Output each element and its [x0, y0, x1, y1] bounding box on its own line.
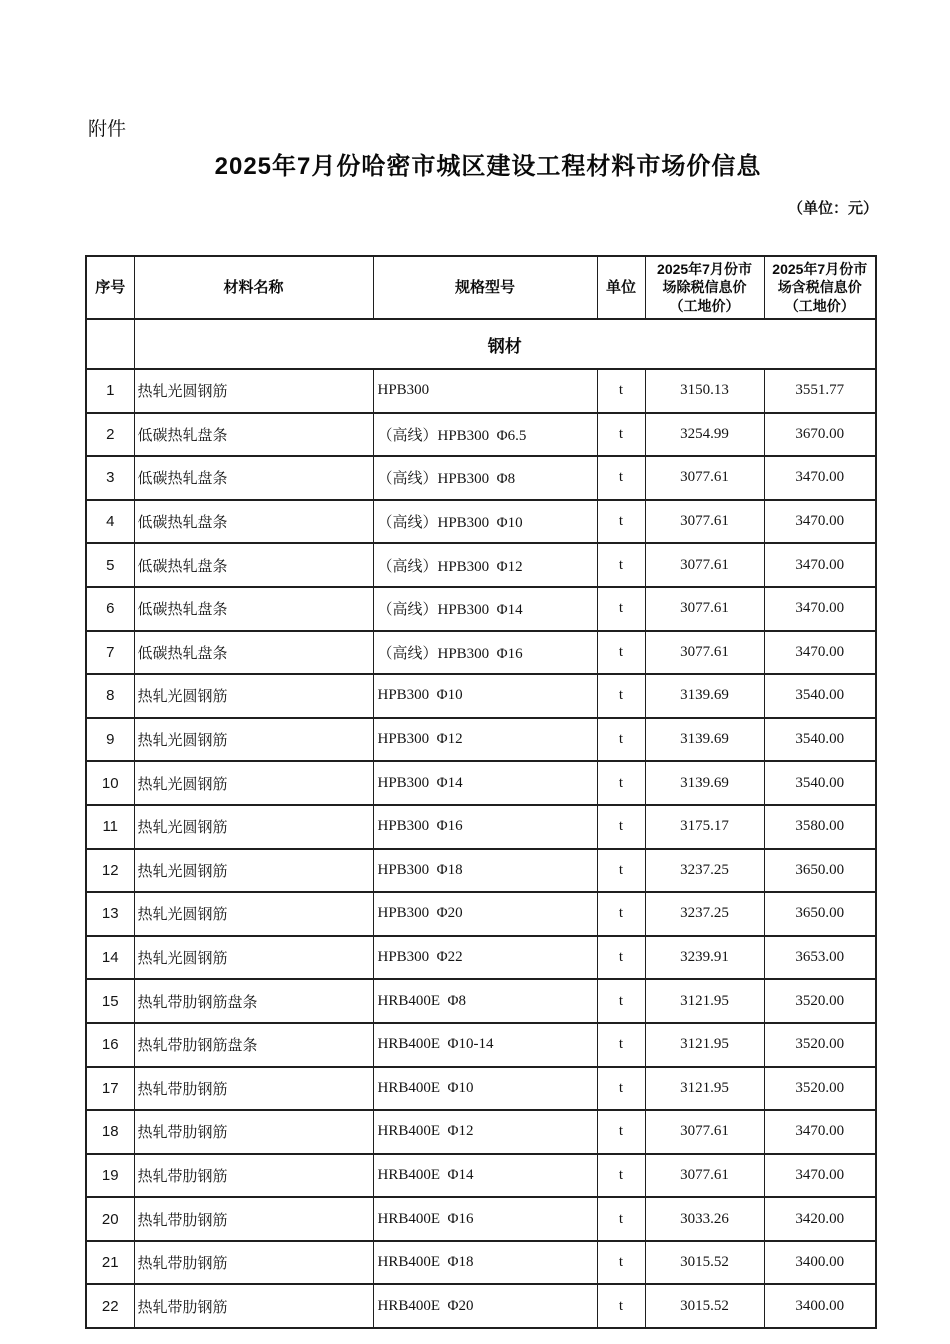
row-no-cell: 10 — [86, 761, 134, 805]
unit-cell: t — [597, 892, 645, 936]
table-row — [86, 587, 876, 631]
price-inc-tax-cell: 3540.00 — [764, 674, 876, 718]
price-ex-tax-cell: 3237.25 — [645, 892, 764, 936]
unit-cell: t — [597, 1154, 645, 1198]
row-no-cell: 6 — [86, 587, 134, 631]
material-name-cell: 热轧光圆钢筋 — [134, 718, 373, 762]
row-no-cell: 19 — [86, 1154, 134, 1198]
material-name-cell: 热轧带肋钢筋盘条 — [134, 1023, 373, 1067]
unit-cell: t — [597, 936, 645, 980]
material-name-cell: 热轧带肋钢筋 — [134, 1241, 373, 1285]
page-title: 2025年7月份哈密市城区建设工程材料市场价信息 — [214, 153, 762, 180]
unit-cell: t — [597, 1110, 645, 1154]
material-name-cell: 热轧光圆钢筋 — [134, 892, 373, 936]
spec-cell: HPB300 Φ12 — [373, 718, 597, 762]
unit-cell: t — [597, 1284, 645, 1328]
price-ex-tax-cell: 3077.61 — [645, 1154, 764, 1198]
table-row — [86, 1154, 876, 1198]
price-inc-tax-cell: 3520.00 — [764, 1067, 876, 1111]
table-row — [86, 413, 876, 457]
price-ex-tax-cell: 3015.52 — [645, 1241, 764, 1285]
spec-cell: HRB400E Φ12 — [373, 1110, 597, 1154]
unit-note: （单位：元） — [787, 200, 878, 217]
spec-cell: （高线）HPB300 Φ12 — [373, 543, 597, 587]
material-name-cell: 热轧带肋钢筋 — [134, 1067, 373, 1111]
table-row — [86, 1067, 876, 1111]
spec-cell: （高线）HPB300 Φ14 — [373, 587, 597, 631]
spec-cell: HRB400E Φ10 — [373, 1067, 597, 1111]
spec-cell: HRB400E Φ20 — [373, 1284, 597, 1328]
table-row — [86, 1197, 876, 1241]
spec-cell: HRB400E Φ18 — [373, 1241, 597, 1285]
price-inc-tax-cell: 3551.77 — [764, 369, 876, 413]
table-row — [86, 500, 876, 544]
row-no-cell: 18 — [86, 1110, 134, 1154]
unit-cell: t — [597, 631, 645, 675]
price-inc-tax-cell: 3470.00 — [764, 543, 876, 587]
table-row — [86, 369, 876, 413]
row-no-cell: 12 — [86, 849, 134, 893]
row-no-cell: 4 — [86, 500, 134, 544]
row-no-cell: 15 — [86, 979, 134, 1023]
spec-cell: HPB300 Φ20 — [373, 892, 597, 936]
unit-cell: t — [597, 761, 645, 805]
table-row — [86, 1241, 876, 1285]
price-ex-tax-cell: 3150.13 — [645, 369, 764, 413]
material-name-cell: 低碳热轧盘条 — [134, 543, 373, 587]
table-row — [86, 1284, 876, 1328]
spec-cell: HPB300 Φ14 — [373, 761, 597, 805]
unit-cell: t — [597, 1197, 645, 1241]
row-no-cell: 1 — [86, 369, 134, 413]
price-ex-tax-cell: 3139.69 — [645, 761, 764, 805]
unit-cell: t — [597, 1023, 645, 1067]
row-no-cell: 20 — [86, 1197, 134, 1241]
price-ex-tax-cell: 3077.61 — [645, 1110, 764, 1154]
unit-cell: t — [597, 979, 645, 1023]
section-row — [86, 319, 876, 369]
price-inc-tax-cell: 3650.00 — [764, 892, 876, 936]
header-unit: 单位 — [597, 256, 645, 319]
material-name-cell: 热轧带肋钢筋 — [134, 1110, 373, 1154]
table-row — [86, 805, 876, 849]
material-name-cell: 热轧光圆钢筋 — [134, 674, 373, 718]
price-ex-tax-cell: 3121.95 — [645, 979, 764, 1023]
material-name-cell: 热轧光圆钢筋 — [134, 849, 373, 893]
price-ex-tax-cell: 3139.69 — [645, 718, 764, 762]
material-name-cell: 低碳热轧盘条 — [134, 631, 373, 675]
material-name-cell: 低碳热轧盘条 — [134, 413, 373, 457]
materials-price-table — [85, 255, 877, 1329]
header-no: 序号 — [86, 256, 134, 319]
price-ex-tax-cell: 3033.26 — [645, 1197, 764, 1241]
table-row — [86, 718, 876, 762]
unit-cell: t — [597, 1241, 645, 1285]
price-inc-tax-cell: 3470.00 — [764, 1154, 876, 1198]
spec-cell: HPB300 Φ18 — [373, 849, 597, 893]
material-name-cell: 热轧光圆钢筋 — [134, 936, 373, 980]
table-row — [86, 1023, 876, 1067]
spec-cell: HPB300 Φ10 — [373, 674, 597, 718]
unit-cell: t — [597, 456, 645, 500]
price-ex-tax-cell: 3139.69 — [645, 674, 764, 718]
price-inc-tax-cell: 3400.00 — [764, 1284, 876, 1328]
price-ex-tax-cell: 3077.61 — [645, 587, 764, 631]
material-name-cell: 热轧带肋钢筋盘条 — [134, 979, 373, 1023]
price-inc-tax-cell: 3520.00 — [764, 979, 876, 1023]
unit-cell: t — [597, 1067, 645, 1111]
spec-cell: （高线）HPB300 Φ6.5 — [373, 413, 597, 457]
unit-cell: t — [597, 805, 645, 849]
price-ex-tax-cell: 3239.91 — [645, 936, 764, 980]
material-name-cell: 低碳热轧盘条 — [134, 500, 373, 544]
spec-cell: HPB300 Φ22 — [373, 936, 597, 980]
price-inc-tax-cell: 3540.00 — [764, 718, 876, 762]
row-no-cell: 21 — [86, 1241, 134, 1285]
row-no-cell: 8 — [86, 674, 134, 718]
row-no-cell: 22 — [86, 1284, 134, 1328]
row-no-cell: 14 — [86, 936, 134, 980]
spec-cell: HRB400E Φ16 — [373, 1197, 597, 1241]
spec-cell: （高线）HPB300 Φ8 — [373, 456, 597, 500]
spec-cell: HRB400E Φ10-14 — [373, 1023, 597, 1067]
table-row — [86, 936, 876, 980]
material-name-cell: 低碳热轧盘条 — [134, 456, 373, 500]
table-body — [86, 319, 876, 1328]
table-row — [86, 674, 876, 718]
table-row — [86, 543, 876, 587]
unit-cell: t — [597, 674, 645, 718]
row-no-cell: 9 — [86, 718, 134, 762]
unit-cell: t — [597, 587, 645, 631]
attachment-label: 附件 — [88, 119, 127, 140]
table-row — [86, 631, 876, 675]
unit-cell: t — [597, 718, 645, 762]
price-inc-tax-cell: 3580.00 — [764, 805, 876, 849]
price-inc-tax-cell: 3520.00 — [764, 1023, 876, 1067]
table-row — [86, 1110, 876, 1154]
price-ex-tax-cell: 3077.61 — [645, 543, 764, 587]
table-row — [86, 979, 876, 1023]
price-inc-tax-cell: 3400.00 — [764, 1241, 876, 1285]
spec-cell: （高线）HPB300 Φ16 — [373, 631, 597, 675]
price-inc-tax-cell: 3470.00 — [764, 456, 876, 500]
price-ex-tax-cell: 3175.17 — [645, 805, 764, 849]
row-no-cell: 7 — [86, 631, 134, 675]
header-spec: 规格型号 — [373, 256, 597, 319]
price-ex-tax-cell: 3077.61 — [645, 500, 764, 544]
unit-cell: t — [597, 413, 645, 457]
table-row — [86, 849, 876, 893]
spec-cell: HRB400E Φ8 — [373, 979, 597, 1023]
price-ex-tax-cell: 3015.52 — [645, 1284, 764, 1328]
row-no-cell: 2 — [86, 413, 134, 457]
header-price-inc-tax: 2025年7月份市场含税信息价（工地价） — [764, 256, 876, 319]
spec-cell: HPB300 Φ16 — [373, 805, 597, 849]
price-inc-tax-cell: 3653.00 — [764, 936, 876, 980]
material-name-cell: 低碳热轧盘条 — [134, 587, 373, 631]
price-inc-tax-cell: 3650.00 — [764, 849, 876, 893]
header-material-name: 材料名称 — [134, 256, 373, 319]
table-row — [86, 892, 876, 936]
price-ex-tax-cell: 3077.61 — [645, 631, 764, 675]
price-ex-tax-cell: 3237.25 — [645, 849, 764, 893]
price-inc-tax-cell: 3470.00 — [764, 587, 876, 631]
material-name-cell: 热轧带肋钢筋 — [134, 1284, 373, 1328]
price-inc-tax-cell: 3470.00 — [764, 1110, 876, 1154]
row-no-cell: 5 — [86, 543, 134, 587]
material-name-cell: 热轧带肋钢筋 — [134, 1197, 373, 1241]
spec-cell: HRB400E Φ14 — [373, 1154, 597, 1198]
header-price-ex-tax: 2025年7月份市场除税信息价（工地价） — [645, 256, 764, 319]
table-row — [86, 456, 876, 500]
material-name-cell: 热轧光圆钢筋 — [134, 805, 373, 849]
price-inc-tax-cell: 3470.00 — [764, 631, 876, 675]
section-empty-cell — [86, 319, 134, 369]
price-inc-tax-cell: 3540.00 — [764, 761, 876, 805]
price-inc-tax-cell: 3670.00 — [764, 413, 876, 457]
section-label: 钢材 — [134, 319, 876, 369]
spec-cell: HPB300 — [373, 369, 597, 413]
unit-cell: t — [597, 500, 645, 544]
unit-cell: t — [597, 369, 645, 413]
row-no-cell: 13 — [86, 892, 134, 936]
price-inc-tax-cell: 3420.00 — [764, 1197, 876, 1241]
unit-cell: t — [597, 543, 645, 587]
price-ex-tax-cell: 3121.95 — [645, 1067, 764, 1111]
price-ex-tax-cell: 3077.61 — [645, 456, 764, 500]
price-ex-tax-cell: 3254.99 — [645, 413, 764, 457]
table-row — [86, 761, 876, 805]
material-name-cell: 热轧光圆钢筋 — [134, 369, 373, 413]
material-name-cell: 热轧光圆钢筋 — [134, 761, 373, 805]
unit-cell: t — [597, 849, 645, 893]
material-name-cell: 热轧带肋钢筋 — [134, 1154, 373, 1198]
row-no-cell: 3 — [86, 456, 134, 500]
price-ex-tax-cell: 3121.95 — [645, 1023, 764, 1067]
spec-cell: （高线）HPB300 Φ10 — [373, 500, 597, 544]
row-no-cell: 11 — [86, 805, 134, 849]
price-inc-tax-cell: 3470.00 — [764, 500, 876, 544]
table-header-row — [86, 256, 876, 319]
row-no-cell: 16 — [86, 1023, 134, 1067]
row-no-cell: 17 — [86, 1067, 134, 1111]
